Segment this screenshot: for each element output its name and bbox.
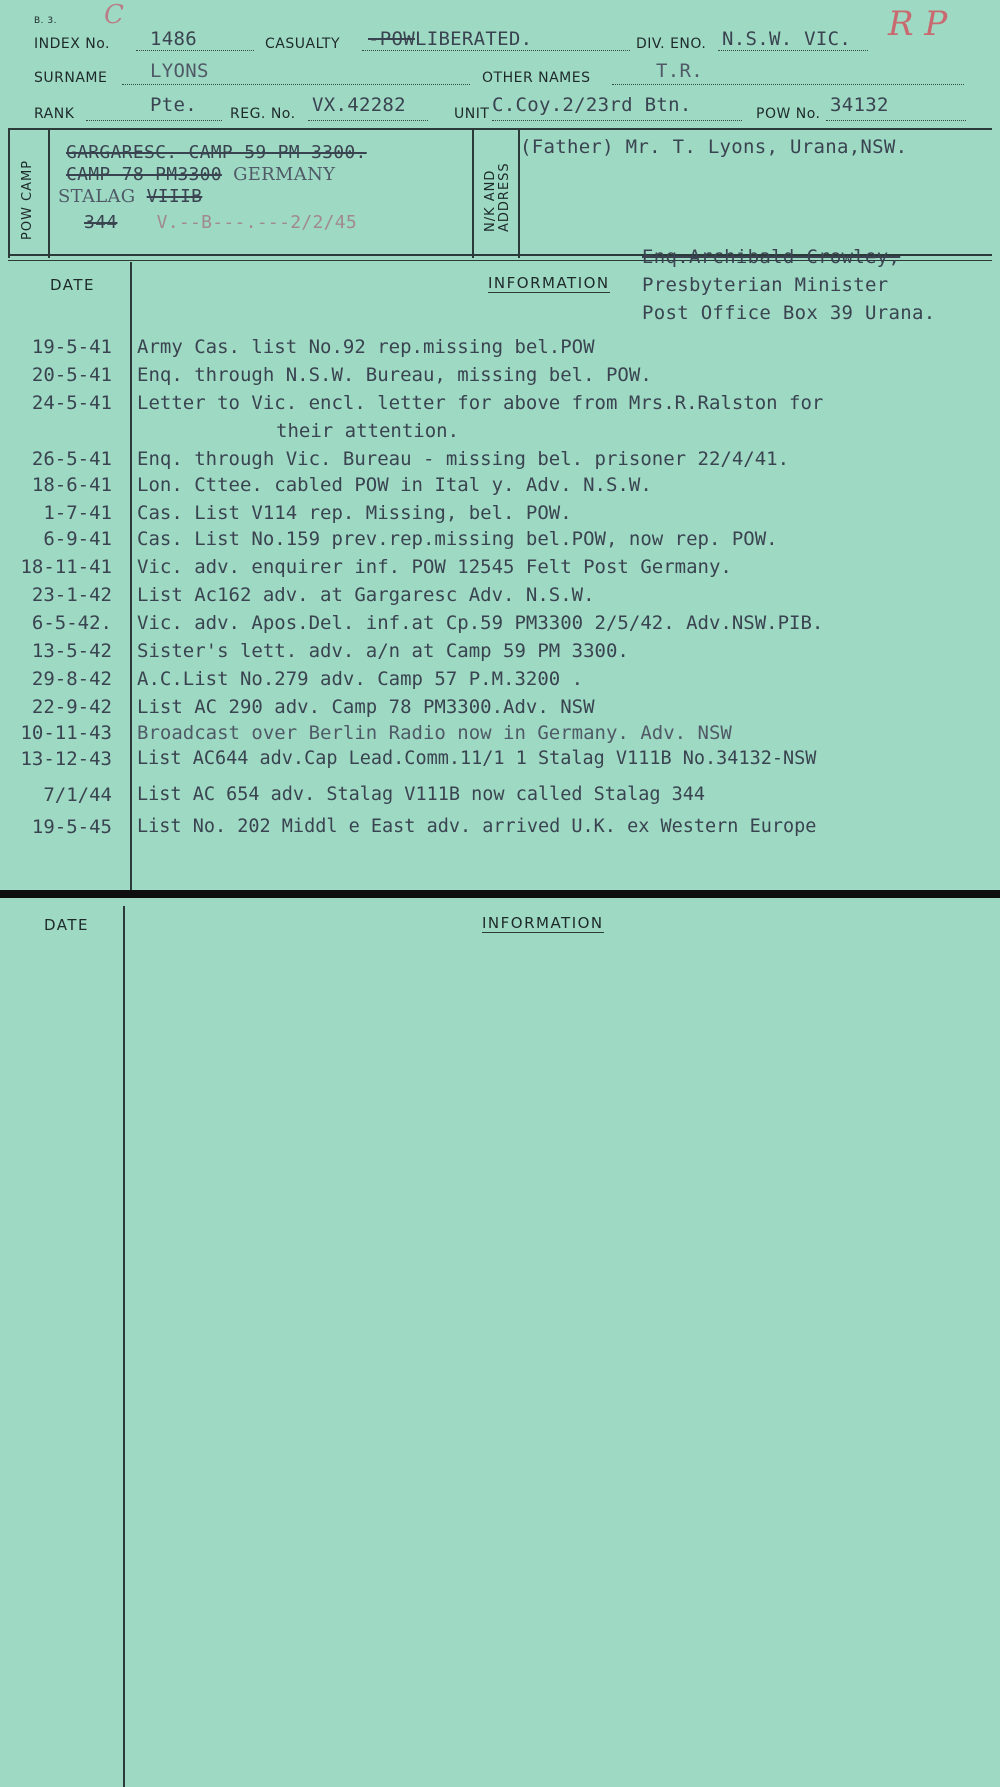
pow-no-label: POW No. bbox=[756, 106, 821, 122]
back-date-column-rule bbox=[123, 906, 125, 1787]
entry-text: Cas. List No.159 prev.rep.missing bel.POW, now rep. POW. bbox=[137, 528, 778, 550]
div-eno-label: DIV. ENO. bbox=[636, 36, 707, 52]
pow-camp-line-2 bbox=[66, 164, 335, 185]
card-back bbox=[0, 898, 1000, 1787]
enquirer-line-2: Presbyterian Minister bbox=[642, 274, 889, 296]
entry-date: 18-6-41 bbox=[31, 474, 112, 496]
form-code: B. 3. bbox=[34, 16, 57, 26]
entry-date: 19-5-45 bbox=[31, 816, 112, 838]
enquirer-line-1: Enq.Archibald Crowley, bbox=[642, 246, 901, 268]
date-header: DATE bbox=[50, 276, 96, 294]
nk-address-value: (Father) Mr. T. Lyons, Urana,NSW. bbox=[520, 136, 908, 158]
entry-text: Enq. through N.S.W. Bureau, missing bel. POW. bbox=[137, 364, 652, 386]
entry-date: 10-11-43 bbox=[20, 722, 112, 744]
nk-address-label: N/K AND ADDRESS bbox=[483, 162, 512, 232]
casualty-struck: -POW bbox=[368, 28, 415, 50]
entry-date: 29-8-42 bbox=[31, 668, 112, 690]
entry-text: A.C.List No.279 adv. Camp 57 P.M.3200 . bbox=[137, 668, 584, 690]
corner-mark: C bbox=[104, 0, 124, 30]
unit-value: C.Coy.2/23rd Btn. bbox=[492, 94, 692, 116]
unit-label: UNIT bbox=[454, 106, 490, 122]
entry-text: List AC644 adv.Cap Lead.Comm.11/1 1 Stalag V111B No.34132-NSW bbox=[137, 748, 817, 769]
pow-camp-stalag: STALAG bbox=[58, 186, 136, 207]
entry-text: Letter to Vic. encl. letter for above from Mrs.R.Ralston for bbox=[137, 392, 824, 414]
pow-camp-344: 344 bbox=[84, 212, 118, 233]
entry-text: Army Cas. list No.92 rep.missing bel.POW bbox=[137, 336, 595, 358]
entry-text: List No. 202 Middl e East adv. arrived U.K. ex Western Europe bbox=[137, 816, 817, 837]
index-label: INDEX No. bbox=[34, 36, 111, 52]
entry-text: Sister's lett. adv. a/n at Camp 59 PM 3300. bbox=[137, 640, 629, 662]
entry-date: 22-9-42 bbox=[31, 696, 112, 718]
entry-date: 26-5-41 bbox=[31, 448, 112, 470]
entry-date: 13-5-42 bbox=[31, 640, 112, 662]
back-information-header: INFORMATION bbox=[482, 914, 604, 932]
reg-no-label: REG. No. bbox=[230, 106, 296, 122]
casualty-text: LIBERATED. bbox=[414, 28, 533, 50]
section-top-rule bbox=[8, 128, 992, 130]
pow-camp-label: POW CAMP bbox=[20, 159, 35, 240]
entry-date: 7/1/44 bbox=[43, 784, 112, 806]
date-column-rule bbox=[130, 262, 132, 890]
entry-date: 23-1-42 bbox=[31, 584, 112, 606]
entry-text: Vic. adv. enquirer inf. POW 12545 Felt Post Germany. bbox=[137, 556, 732, 578]
pow-no-value: 34132 bbox=[830, 94, 889, 116]
entry-text: List AC 654 adv. Stalag V111B now called Stalag 344 bbox=[137, 784, 706, 805]
other-names-value: T.R. bbox=[656, 60, 703, 82]
surname-label: SURNAME bbox=[34, 70, 108, 86]
entry-text: Lon. Cttee. cabled POW in Ital y. Adv. N.S.W. bbox=[137, 474, 652, 496]
entry-date: 6-5-42. bbox=[31, 612, 112, 634]
pow-camp-line-4 bbox=[84, 212, 357, 233]
entry-text: Enq. through Vic. Bureau - missing bel. prisoner 22/4/41. bbox=[137, 448, 790, 470]
casualty-label: CASUALTY bbox=[265, 36, 341, 52]
entry-text: Vic. adv. Apos.Del. inf.at Cp.59 PM3300 2/5/42. Adv.NSW.PIB. bbox=[137, 612, 824, 634]
hand-marks: R P bbox=[888, 4, 948, 44]
entry-text: List Ac162 adv. at Gargaresc Adv. N.S.W. bbox=[137, 584, 595, 606]
rank-label: RANK bbox=[34, 106, 75, 122]
entry-text: Cas. List V114 rep. Missing, bel. POW. bbox=[137, 502, 572, 524]
casualty-value bbox=[368, 28, 532, 50]
back-date-header: DATE bbox=[44, 916, 90, 934]
rank-value: Pte. bbox=[150, 94, 197, 116]
entry-text: Broadcast over Berlin Radio now in Germany. Adv. NSW bbox=[137, 722, 732, 744]
entry-text: their attention. bbox=[276, 420, 460, 442]
entry-date: 18-11-41 bbox=[20, 556, 112, 578]
pow-camp-line-3 bbox=[58, 186, 202, 207]
card-front bbox=[0, 0, 1000, 890]
entry-date: 13-12-43 bbox=[20, 748, 112, 770]
entry-date: 20-5-41 bbox=[31, 364, 112, 386]
other-names-label: OTHER NAMES bbox=[482, 70, 591, 86]
div-eno-value: N.S.W. VIC. bbox=[722, 28, 852, 50]
entry-date: 6-9-41 bbox=[43, 528, 112, 550]
surname-value: LYONS bbox=[150, 60, 209, 82]
pow-camp-struck: CAMP 78 PM3300 bbox=[66, 164, 222, 185]
entry-date: 1-7-41 bbox=[43, 502, 112, 524]
pow-camp-dated: V.--B---.---2/2/45 bbox=[156, 212, 358, 233]
pow-camp-germany: GERMANY bbox=[233, 164, 336, 185]
pow-camp-viiib: VIIIB bbox=[146, 186, 203, 207]
pow-camp-line-1: GARGARESC. CAMP 59 PM 3300. bbox=[66, 142, 367, 163]
entry-date: 19-5-41 bbox=[31, 336, 112, 358]
information-header: INFORMATION bbox=[488, 274, 610, 292]
index-value: 1486 bbox=[150, 28, 197, 50]
entry-text: List AC 290 adv. Camp 78 PM3300.Adv. NSW bbox=[137, 696, 595, 718]
reg-no-value: VX.42282 bbox=[312, 94, 406, 116]
entry-date: 24-5-41 bbox=[31, 392, 112, 414]
enquirer-line-3: Post Office Box 39 Urana. bbox=[642, 302, 936, 324]
